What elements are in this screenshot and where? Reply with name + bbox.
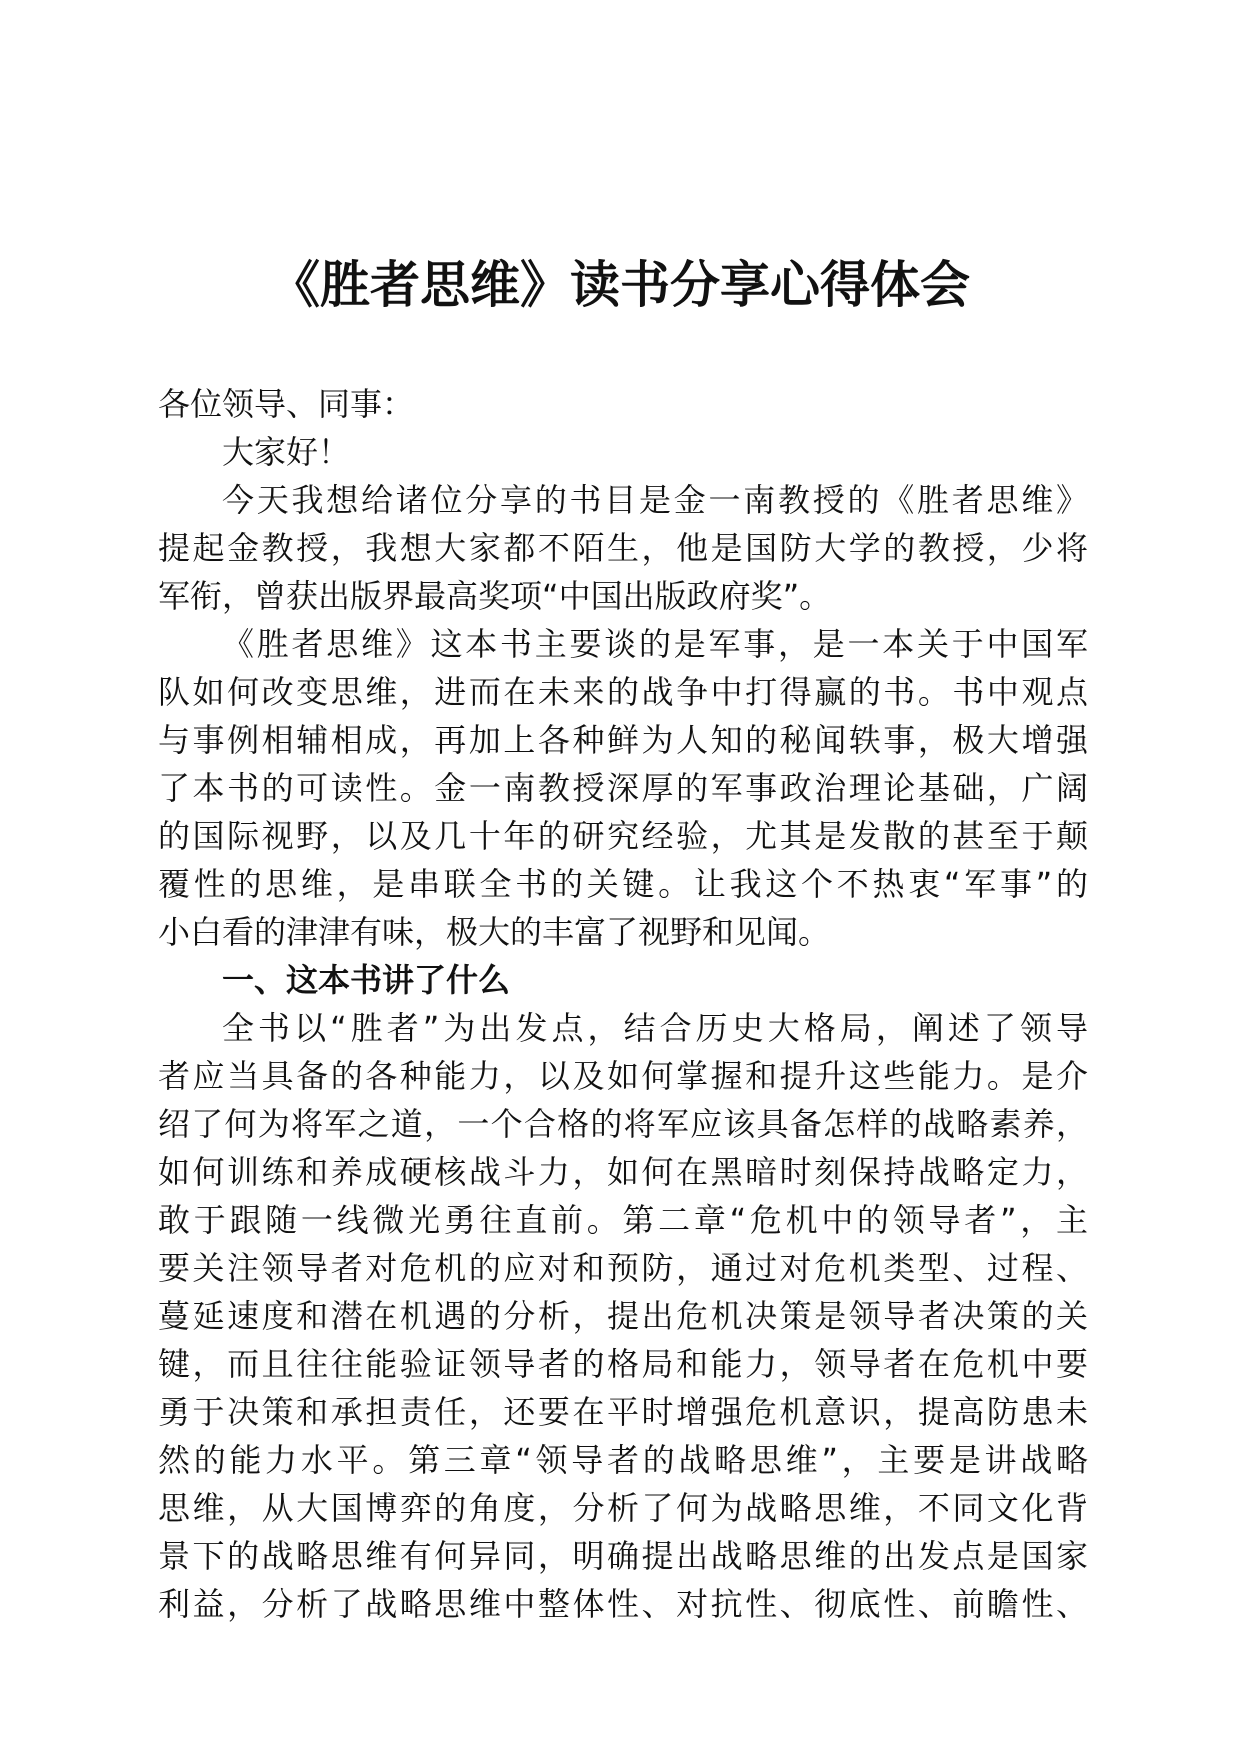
document-body [158, 380, 1088, 1628]
paragraph-line: 大家好！ [222, 433, 351, 471]
document-title: 《胜者思维》读书分享心得体会 [270, 255, 970, 314]
paragraph-line: 小白看的津津有味，极大的丰富了视野和见闻。 [158, 913, 831, 951]
paragraph-line: 提起金教授，我想大家都不陌生，他是国防大学的教授，少将 [158, 529, 1088, 567]
paragraph-line: 全书以“胜者”为出发点，结合历史大格局，阐述了领导 [222, 1009, 1088, 1047]
paragraph-line: 敢于跟随一线微光勇往直前。第二章“危机中的领导者”，主 [158, 1201, 1088, 1239]
paragraph-line: 如何训练和养成硬核战斗力，如何在黑暗时刻保持战略定力， [158, 1153, 1088, 1191]
paragraph-line: 蔓延速度和潜在机遇的分析，提出危机决策是领导者决策的关 [158, 1297, 1088, 1335]
paragraph-line: 绍了何为将军之道，一个合格的将军应该具备怎样的战略素养， [158, 1105, 1088, 1143]
paragraph-line: 了本书的可读性。金一南教授深厚的军事政治理论基础，广阔 [158, 769, 1088, 807]
paragraph-line: 军衔，曾获出版界最高奖项“中国出版政府奖”。 [158, 577, 832, 615]
section-heading: 一、这本书讲了什么 [222, 961, 511, 999]
paragraph-line: 的国际视野，以及几十年的研究经验，尤其是发散的甚至于颠 [158, 817, 1088, 855]
paragraph-line: 勇于决策和承担责任，还要在平时增强危机意识，提高防患未 [158, 1393, 1088, 1431]
paragraph-line: 者应当具备的各种能力，以及如何掌握和提升这些能力。是介 [158, 1057, 1088, 1095]
paragraph-line: 键，而且往往能验证领导者的格局和能力，领导者在危机中要 [158, 1345, 1088, 1383]
paragraph-line: 队如何改变思维，进而在未来的战争中打得赢的书。书中观点 [158, 673, 1088, 711]
paragraph-line: 要关注领导者对危机的应对和预防，通过对危机类型、过程、 [158, 1249, 1088, 1287]
paragraph-line: 《胜者思维》这本书主要谈的是军事，是一本关于中国军 [222, 625, 1088, 663]
paragraph-line: 覆性的思维，是串联全书的关键。让我这个不热衷“军事”的 [158, 865, 1088, 903]
paragraph-line: 与事例相辅相成，再加上各种鲜为人知的秘闻轶事，极大增强 [158, 721, 1088, 759]
paragraph-line: 今天我想给诸位分享的书目是金一南教授的《胜者思维》 [222, 481, 1088, 519]
paragraph-line: 各位领导、同事： [158, 385, 415, 423]
paragraph-line: 景下的战略思维有何异同，明确提出战略思维的出发点是国家 [158, 1537, 1088, 1575]
paragraph-line: 思维，从大国博弈的角度，分析了何为战略思维，不同文化背 [158, 1489, 1088, 1527]
paragraph-line: 利益，分析了战略思维中整体性、对抗性、彻底性、前瞻性、 [158, 1585, 1088, 1623]
paragraph-line: 然的能力水平。第三章“领导者的战略思维”，主要是讲战略 [158, 1441, 1088, 1479]
